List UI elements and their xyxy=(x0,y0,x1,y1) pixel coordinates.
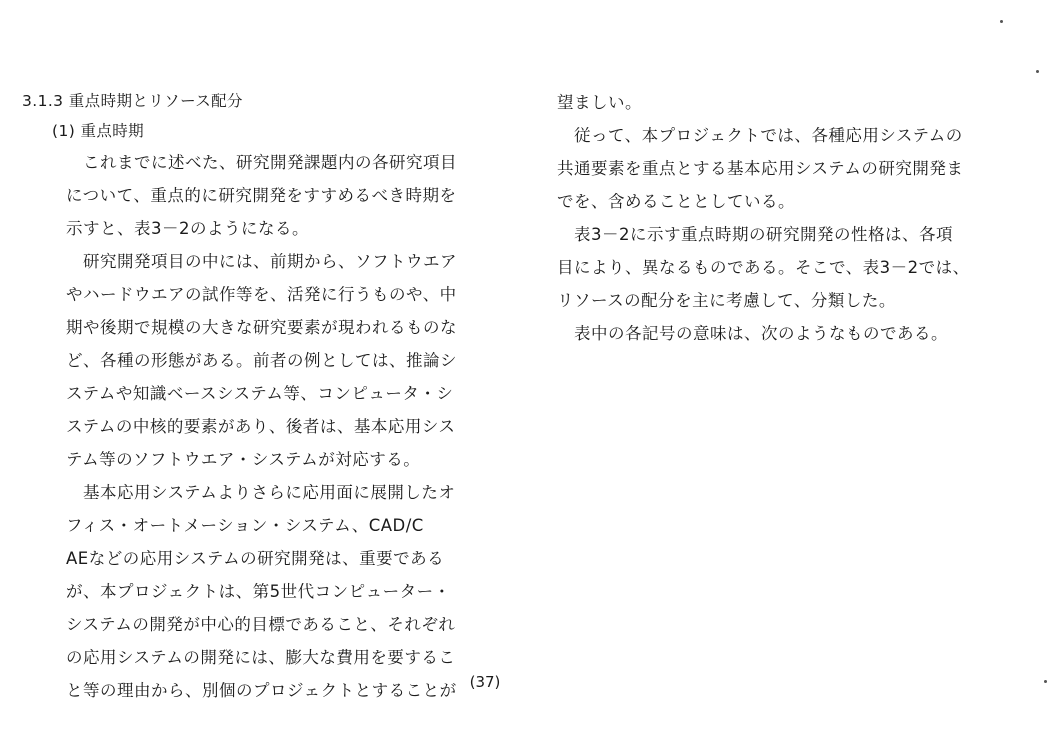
paragraph-applications xyxy=(66,476,457,707)
text-line: 期や後期で規模の大きな研究要素が現われるものな xyxy=(66,318,457,337)
paragraph-scope xyxy=(557,119,975,218)
text-line: 表中の各記号の意味は、次のようなものである。 xyxy=(557,324,948,343)
text-line: フィス・オートメーション・システム、CAD/C xyxy=(66,516,424,535)
text-line: ど、各種の形態がある。前者の例としては、推論シ xyxy=(66,351,457,370)
text-line: これまでに述べた、研究開発課題内の各研究項目 xyxy=(66,153,457,172)
text-line: の応用システムの開発には、膨大な費用を要するこ xyxy=(66,648,456,667)
text-line: AEなどの応用システムの研究開発は、重要である xyxy=(66,549,445,568)
paragraph-symbols xyxy=(557,317,975,350)
text-line: 望ましい。 xyxy=(557,93,642,112)
paragraph-continuation xyxy=(557,86,975,119)
paragraph-classification xyxy=(557,218,975,317)
text-line: 従って、本プロジェクトでは、各種応用システムの xyxy=(557,126,963,145)
text-line: について、重点的に研究開発をすすめるべき時期を xyxy=(66,186,457,205)
text-line: 目により、異なるものである。そこで、表3－2では、 xyxy=(557,258,970,277)
paragraph-research-items xyxy=(66,245,457,476)
section-heading: 3.1.3 重点時期とリソース配分 xyxy=(22,92,243,110)
text-line: ステムや知識ベースシステム等、コンピュータ・シ xyxy=(66,384,454,403)
scan-speck xyxy=(1044,680,1047,683)
text-line: 示すと、表3－2のようになる。 xyxy=(66,219,309,238)
text-line: でを、含めることとしている。 xyxy=(557,192,795,211)
text-line: ステムの中核的要素があり、後者は、基本応用シス xyxy=(66,417,456,436)
page-number: (37) xyxy=(469,673,501,691)
right-column xyxy=(555,86,975,350)
text-line: システムの開発が中心的目標であること、それぞれ xyxy=(66,615,456,634)
scan-speck xyxy=(1036,70,1039,73)
text-line: 表3－2に示す重点時期の研究開発の性格は、各項 xyxy=(557,225,953,244)
scan-speck xyxy=(1000,20,1003,23)
text-line: 研究開発項目の中には、前期から、ソフトウエア xyxy=(66,252,457,271)
paragraph-intro xyxy=(66,146,457,245)
text-line: と等の理由から、別個のプロジェクトとすることが xyxy=(66,681,457,700)
text-line: テム等のソフトウエア・システムが対応する。 xyxy=(66,450,421,469)
text-line: 共通要素を重点とする基本応用システムの研究開発ま xyxy=(557,159,964,178)
text-line: が、本プロジェクトは、第5世代コンピューター・ xyxy=(66,582,451,601)
sub-heading: (1) 重点時期 xyxy=(52,122,145,140)
text-line: やハードウエアの試作等を、活発に行うものや、中 xyxy=(66,285,457,304)
text-line: 基本応用システムよりさらに応用面に展開したオ xyxy=(66,483,456,502)
text-line: リソースの配分を主に考慮して、分類した。 xyxy=(557,291,896,310)
left-column xyxy=(22,86,457,707)
